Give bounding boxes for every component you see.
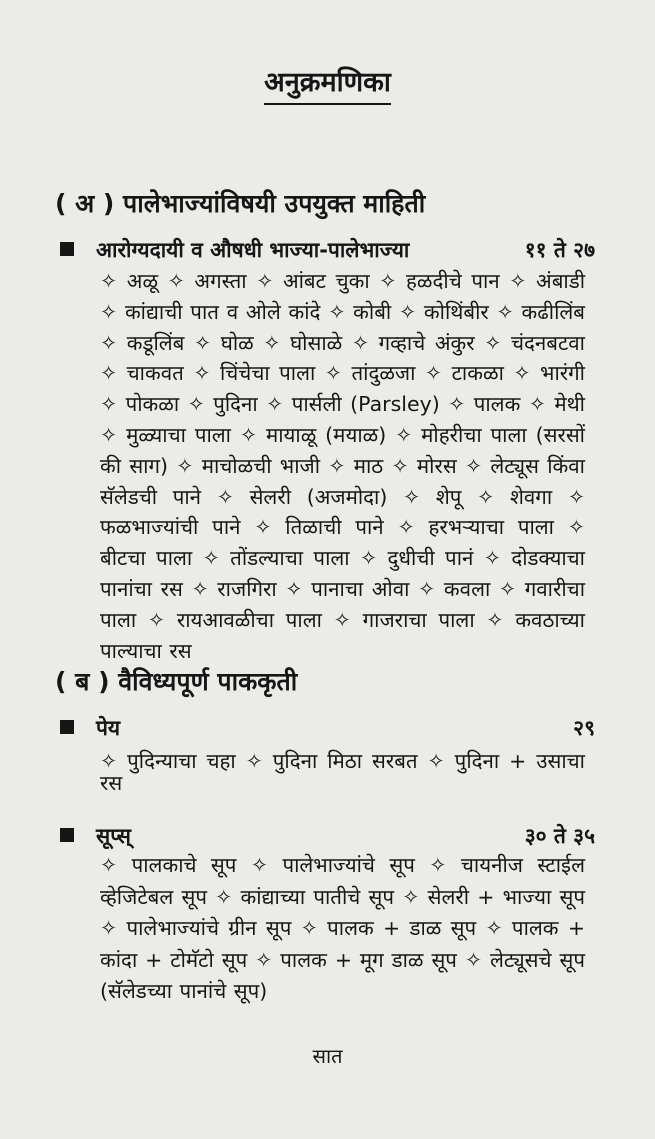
- page-range: ३० ते ३५: [524, 824, 595, 848]
- subsection-item-list: ✧ अळू ✧ अगस्ता ✧ आंबट चुका ✧ हळदीचे पान ✧ अंबाडी ✧ कांद्याची पात व ओले कांदे ✧ कोबी ✧ कोथिंबीर ✧ कढीलिंब ✧ कडूलिंब ✧ घोळ ✧ घोसाळे ✧ गव्हाचे अंकुर ✧ चंदनबटवा ✧ चाकवत ✧ चिंचेचा पाला ✧ तांदुळजा ✧ टाकळा ✧ भारंगी ✧ पोकळा ✧ पुदिना ✧ पार्सली (Parsley) ✧ पालक ✧ मेथी ✧ मुळ्याचा पाला ✧ मायाळू (मयाळ) ✧ मोहरीचा पाला (सरसों की साग) ✧ माचोळची भाजी ✧ माठ ✧ मोरस ✧ लेट्यूस किंवा सॅलेडची पाने ✧ सेलरी (अजमोदा) ✧ शेपू ✧ शेवगा ✧ फळभाज्यांची पाने ✧ तिळाची पाने ✧ हरभऱ्याचा पाला ✧ बीटचा पाला ✧ तोंडल्याचा पाला ✧ दुधीची पानं ✧ दोडक्याचा पानांचा रस ✧ राजगिरा ✧ पानाचा ओवा ✧ कवला ✧ गवारीचा पाला ✧ रायआवळीचा पाला ✧ गाजराचा पाला ✧ कवठाच्या पाल्याचा रस: [100, 269, 585, 663]
- subsection-title: पेय: [96, 716, 121, 740]
- section-a-heading: ( अ ) पालेभाज्यांविषयी उपयुक्त माहिती: [55, 189, 426, 218]
- subsection-title: आरोग्यदायी व औषधी भाज्या-पालेभाज्या: [96, 238, 410, 262]
- subsection-soups: [60, 822, 595, 850]
- subsection-healthy-greens: [60, 236, 595, 264]
- page-title: अनुक्रमणिका: [264, 62, 391, 105]
- page-range: २९: [573, 716, 595, 740]
- index-heading: [0, 62, 655, 105]
- subsection-item-list: ✧ पुदिन्याचा चहा ✧ पुदिना मिठा सरबत ✧ पुदिना + उसाचा रस: [100, 749, 585, 795]
- square-bullet-icon: [60, 720, 74, 734]
- square-bullet-icon: [60, 242, 74, 256]
- page-range: ११ ते २७: [524, 238, 595, 262]
- section-b-heading: ( ब ) वैविध्यपूर्ण पाककृती: [55, 667, 298, 696]
- page-number: सात: [312, 1044, 343, 1068]
- subsection-drinks: [60, 714, 595, 742]
- subsection-item-list: ✧ पालकाचे सूप ✧ पालेभाज्यांचे सूप ✧ चायनीज स्टाईल व्हेजिटेबल सूप ✧ कांद्याच्या पातीचे सूप ✧ सेलरी + भाज्या सूप ✧ पालेभाज्यांचे ग्रीन सूप ✧ पालक + डाळ सूप ✧ पालक + कांदा + टोमॅटो सूप ✧ पालक + मूग डाळ सूप ✧ लेट्यूसचे सूप (सॅलेडच्या पानांचे सूप): [100, 853, 585, 1004]
- subsection-title: सूप्स्: [96, 824, 131, 848]
- square-bullet-icon: [60, 828, 74, 842]
